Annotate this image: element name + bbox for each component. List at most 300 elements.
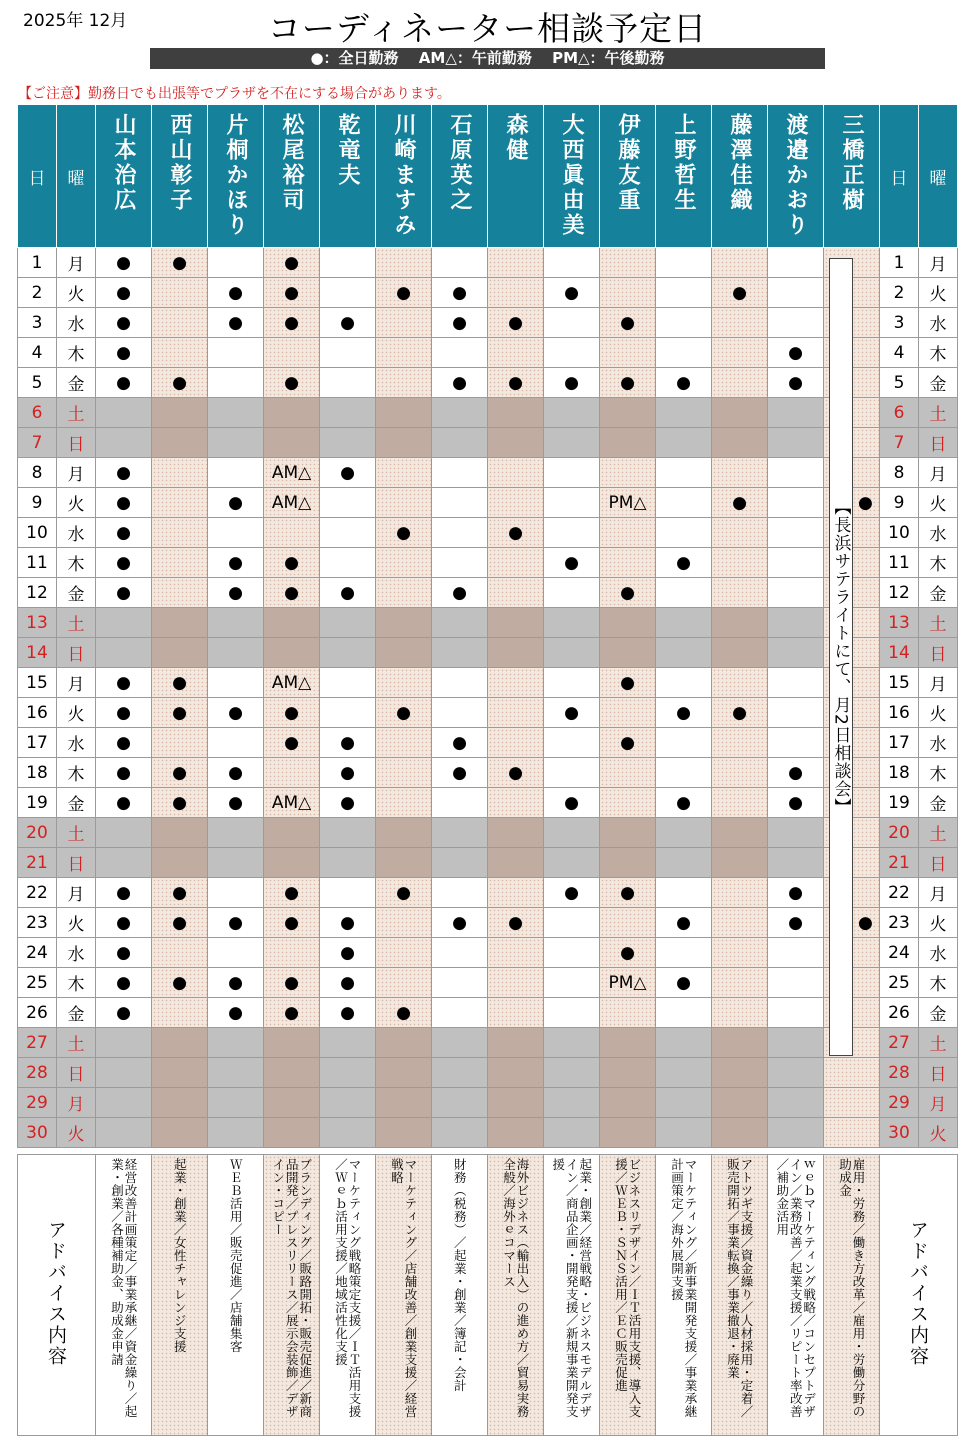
- schedule-cell: [544, 488, 600, 518]
- advice-text: 経営改善計画策定／事業承継／資金繰り／起業・創業／各種補助金、助成金申請: [109, 1158, 138, 1418]
- schedule-cell: [712, 758, 768, 788]
- schedule-cell: [768, 458, 824, 488]
- day-of-week: 月: [57, 248, 96, 278]
- schedule-cell: [768, 668, 824, 698]
- day-of-week-right: 金: [919, 998, 958, 1028]
- day-of-week-right: 日: [919, 428, 958, 458]
- schedule-cell: [712, 338, 768, 368]
- schedule-cell: [544, 758, 600, 788]
- schedule-cell: [544, 248, 600, 278]
- day-of-week: 木: [57, 548, 96, 578]
- day-of-week-right: 火: [919, 488, 958, 518]
- schedule-cell: [600, 248, 656, 278]
- day-number-right: 15: [880, 668, 919, 698]
- advice-text: 雇用・労務／働き方改革／雇用・労働分野の助成金: [837, 1158, 866, 1418]
- day-number: 23: [18, 908, 57, 938]
- schedule-cell: ●: [376, 698, 432, 728]
- table-row: [18, 1088, 958, 1118]
- schedule-cell: [432, 488, 488, 518]
- day-of-week: 月: [57, 668, 96, 698]
- schedule-cell: ●: [96, 668, 152, 698]
- schedule-cell: [208, 728, 264, 758]
- schedule-cell: [656, 518, 712, 548]
- schedule-cell: [432, 548, 488, 578]
- day-of-week: 木: [57, 758, 96, 788]
- day-number-right: 5: [880, 368, 919, 398]
- schedule-cell: ●: [768, 878, 824, 908]
- schedule-cell: [544, 728, 600, 758]
- schedule-cell: [432, 428, 488, 458]
- schedule-cell: [320, 818, 376, 848]
- day-number-right: 20: [880, 818, 919, 848]
- schedule-cell: [152, 848, 208, 878]
- schedule-cell: ●: [600, 728, 656, 758]
- schedule-cell: [432, 518, 488, 548]
- schedule-cell: ●: [152, 968, 208, 998]
- schedule-cell: ●: [544, 878, 600, 908]
- schedule-cell: [768, 1028, 824, 1058]
- schedule-cell: [432, 248, 488, 278]
- schedule-cell: [544, 668, 600, 698]
- schedule-cell: ●: [432, 368, 488, 398]
- schedule-cell: [768, 1088, 824, 1118]
- schedule-cell: [544, 398, 600, 428]
- schedule-cell: [152, 338, 208, 368]
- day-number-right: 9: [880, 488, 919, 518]
- schedule-cell: [712, 638, 768, 668]
- schedule-cell: ●: [96, 278, 152, 308]
- day-number: 27: [18, 1028, 57, 1058]
- schedule-cell: [768, 278, 824, 308]
- schedule-cell: ●: [600, 578, 656, 608]
- day-number: 7: [18, 428, 57, 458]
- schedule-cell: [488, 638, 544, 668]
- schedule-cell: [264, 428, 320, 458]
- schedule-cell: ●: [152, 788, 208, 818]
- day-of-week-right: 日: [919, 638, 958, 668]
- schedule-cell: [376, 668, 432, 698]
- day-number-right: 8: [880, 458, 919, 488]
- advice-cell: [376, 1155, 432, 1436]
- schedule-cell: [656, 248, 712, 278]
- schedule-cell: [712, 968, 768, 998]
- day-of-week-right: 土: [919, 608, 958, 638]
- col-header-coordinator: [600, 105, 656, 248]
- schedule-cell: [152, 1028, 208, 1058]
- schedule-cell: [768, 548, 824, 578]
- coordinator-name: 乾竜夫: [335, 113, 361, 188]
- advice-cell: [152, 1155, 208, 1436]
- table-row: [18, 698, 958, 728]
- schedule-cell: ●: [544, 278, 600, 308]
- table-row: [18, 308, 958, 338]
- day-number-right: 3: [880, 308, 919, 338]
- advice-label-right: アドバイス内容: [880, 1155, 958, 1436]
- coordinator-name: 森健: [503, 113, 529, 163]
- schedule-cell: ●: [264, 548, 320, 578]
- table-row: [18, 428, 958, 458]
- schedule-cell: [544, 1118, 600, 1148]
- schedule-cell: ●: [96, 728, 152, 758]
- day-of-week: 金: [57, 998, 96, 1028]
- schedule-cell: [376, 368, 432, 398]
- schedule-cell: [600, 788, 656, 818]
- coordinator-name: 石原英之: [447, 113, 473, 213]
- day-of-week-right: 土: [919, 818, 958, 848]
- schedule-cell: ●: [152, 668, 208, 698]
- schedule-cell: [320, 248, 376, 278]
- schedule-cell: ●: [264, 998, 320, 1028]
- schedule-cell: [712, 1088, 768, 1118]
- schedule-cell: [600, 998, 656, 1028]
- schedule-cell: [152, 818, 208, 848]
- day-number-right: 19: [880, 788, 919, 818]
- day-of-week: 水: [57, 728, 96, 758]
- schedule-cell: [768, 728, 824, 758]
- coordinator-name: 松尾裕司: [279, 113, 305, 213]
- schedule-cell: ●: [320, 968, 376, 998]
- schedule-cell: PM△: [600, 968, 656, 998]
- schedule-cell: [320, 698, 376, 728]
- schedule-cell: [208, 338, 264, 368]
- schedule-cell: [432, 848, 488, 878]
- day-number: 1: [18, 248, 57, 278]
- schedule-cell: [432, 998, 488, 1028]
- schedule-cell: [96, 1028, 152, 1058]
- schedule-cell: [152, 308, 208, 338]
- schedule-cell: ●: [264, 878, 320, 908]
- day-of-week: 月: [57, 878, 96, 908]
- schedule-cell: [432, 638, 488, 668]
- schedule-cell: [376, 458, 432, 488]
- schedule-cell: ●: [376, 278, 432, 308]
- legend-bar: ●：全日勤務 AM△：午前勤務 PM△：午後勤務: [150, 48, 825, 69]
- table-row: [18, 248, 958, 278]
- schedule-cell: [768, 848, 824, 878]
- satellite-note: 【長浜サテライトにて、月2日相談会】: [830, 498, 851, 816]
- schedule-cell: [432, 968, 488, 998]
- schedule-cell: [600, 1028, 656, 1058]
- schedule-cell: ●: [656, 368, 712, 398]
- schedule-cell: ●: [264, 728, 320, 758]
- schedule-cell: ●: [96, 698, 152, 728]
- schedule-cell: [824, 1118, 880, 1148]
- schedule-cell: [432, 1088, 488, 1118]
- table-row: [18, 758, 958, 788]
- table-row: [18, 938, 958, 968]
- schedule-cell: [152, 638, 208, 668]
- day-of-week: 土: [57, 1028, 96, 1058]
- schedule-cell: [376, 398, 432, 428]
- schedule-cell: [600, 548, 656, 578]
- table-row: [18, 518, 958, 548]
- schedule-cell: ●: [600, 938, 656, 968]
- schedule-cell: [544, 818, 600, 848]
- schedule-cell: [320, 638, 376, 668]
- schedule-cell: [600, 1118, 656, 1148]
- schedule-cell: [712, 998, 768, 1028]
- day-number-right: 18: [880, 758, 919, 788]
- schedule-cell: [600, 908, 656, 938]
- schedule-cell: [768, 818, 824, 848]
- schedule-cell: [152, 278, 208, 308]
- day-number-right: 11: [880, 548, 919, 578]
- schedule-cell: [432, 818, 488, 848]
- schedule-cell: [656, 578, 712, 608]
- day-of-week: 月: [57, 1088, 96, 1118]
- coordinator-name: 三橋正樹: [839, 113, 865, 213]
- day-of-week-right: 日: [919, 1058, 958, 1088]
- advice-cell: [768, 1155, 824, 1436]
- col-header-coordinator: [264, 105, 320, 248]
- schedule-cell: [488, 458, 544, 488]
- col-header-coordinator: [432, 105, 488, 248]
- schedule-cell: [600, 338, 656, 368]
- schedule-cell: [208, 878, 264, 908]
- schedule-cell: ●: [712, 488, 768, 518]
- advice-cell: [488, 1155, 544, 1436]
- day-number: 20: [18, 818, 57, 848]
- day-number-right: 29: [880, 1088, 919, 1118]
- schedule-cell: [320, 428, 376, 458]
- schedule-cell: [656, 758, 712, 788]
- schedule-cell: [96, 1088, 152, 1118]
- schedule-cell: [376, 1118, 432, 1148]
- schedule-cell: ●: [432, 578, 488, 608]
- schedule-cell: [96, 1058, 152, 1088]
- day-number-right: 2: [880, 278, 919, 308]
- satellite-mark: ●: [858, 913, 873, 933]
- day-number-right: 30: [880, 1118, 919, 1148]
- schedule-cell: [656, 608, 712, 638]
- header-row: [18, 105, 958, 248]
- schedule-cell: ●: [96, 548, 152, 578]
- day-number: 6: [18, 398, 57, 428]
- col-header-coordinator: [768, 105, 824, 248]
- coordinator-name: 伊藤友重: [615, 113, 641, 213]
- schedule-cell: [376, 728, 432, 758]
- schedule-cell: [768, 698, 824, 728]
- schedule-cell: [824, 1088, 880, 1118]
- table-row: [18, 818, 958, 848]
- schedule-cell: [488, 668, 544, 698]
- schedule-cell: [320, 338, 376, 368]
- schedule-cell: [376, 248, 432, 278]
- schedule-cell: [208, 1118, 264, 1148]
- page-title: コーディネーター相談予定日: [267, 9, 708, 48]
- day-of-week-right: 月: [919, 878, 958, 908]
- schedule-cell: [656, 848, 712, 878]
- schedule-cell: [432, 338, 488, 368]
- day-number: 3: [18, 308, 57, 338]
- advice-text: ブランディング／販路開拓・販売促進／新商品開発／プレスリリース／展示会装飾／デザイン・コピー: [270, 1158, 313, 1418]
- schedule-cell: [376, 848, 432, 878]
- day-of-week-right: 木: [919, 758, 958, 788]
- schedule-cell: [208, 248, 264, 278]
- schedule-cell: ●: [152, 368, 208, 398]
- schedule-cell: ●: [96, 998, 152, 1028]
- table-row: [18, 788, 958, 818]
- schedule-cell: ●: [432, 908, 488, 938]
- day-of-week-right: 金: [919, 578, 958, 608]
- schedule-cell: [712, 428, 768, 458]
- schedule-cell: ●: [488, 758, 544, 788]
- schedule-cell: [432, 1118, 488, 1148]
- table-row: [18, 668, 958, 698]
- schedule-cell: [488, 1028, 544, 1058]
- schedule-cell: ●: [264, 308, 320, 338]
- schedule-cell: ●: [656, 968, 712, 998]
- schedule-cell: ●: [320, 308, 376, 338]
- schedule-cell: [208, 518, 264, 548]
- day-of-week-right: 月: [919, 248, 958, 278]
- schedule-cell: [768, 398, 824, 428]
- schedule-cell: [264, 758, 320, 788]
- day-number-right: 1: [880, 248, 919, 278]
- schedule-cell: [488, 818, 544, 848]
- schedule-cell: [544, 998, 600, 1028]
- day-of-week-right: 木: [919, 548, 958, 578]
- advice-text: アトツギ支援／資金繰り／人材採用・定着／販売開拓／事業転換／事業撤退・廃業: [725, 1158, 754, 1418]
- day-number: 12: [18, 578, 57, 608]
- schedule-cell: [264, 1088, 320, 1118]
- schedule-cell: ●: [152, 698, 208, 728]
- schedule-cell: [96, 1118, 152, 1148]
- schedule-cell: [656, 458, 712, 488]
- schedule-cell: ●: [320, 998, 376, 1028]
- day-of-week: 土: [57, 608, 96, 638]
- day-of-week-right: 金: [919, 368, 958, 398]
- schedule-cell: [208, 1088, 264, 1118]
- schedule-cell: [768, 308, 824, 338]
- schedule-cell: [488, 338, 544, 368]
- schedule-cell: [152, 578, 208, 608]
- table-row: [18, 1058, 958, 1088]
- schedule-cell: [712, 878, 768, 908]
- schedule-cell: [320, 878, 376, 908]
- schedule-cell: ●: [264, 698, 320, 728]
- schedule-cell: [152, 938, 208, 968]
- schedule-cell: [656, 668, 712, 698]
- schedule-cell: ●: [96, 308, 152, 338]
- day-of-week-right: 水: [919, 518, 958, 548]
- schedule-cell: [600, 608, 656, 638]
- advice-cell: [824, 1155, 880, 1436]
- schedule-cell: [656, 1088, 712, 1118]
- schedule-cell: [656, 1028, 712, 1058]
- schedule-cell: [488, 998, 544, 1028]
- schedule-cell: ●: [208, 788, 264, 818]
- coordinator-name: 川崎ますみ: [391, 113, 417, 238]
- schedule-cell: [544, 308, 600, 338]
- day-of-week: 金: [57, 788, 96, 818]
- advice-text: マーケティング／新事業開発支援／事業承継計画策定／海外展開支援: [669, 1158, 698, 1418]
- schedule-cell: ●: [768, 758, 824, 788]
- schedule-cell: [600, 638, 656, 668]
- schedule-cell: [656, 488, 712, 518]
- advice-row: [18, 1155, 958, 1436]
- schedule-cell: ●: [488, 908, 544, 938]
- day-number: 18: [18, 758, 57, 788]
- day-of-week-right: 水: [919, 728, 958, 758]
- schedule-cell: [432, 1028, 488, 1058]
- day-number: 9: [18, 488, 57, 518]
- notice-text: 【ご注意】勤務日でも出張等でプラザを不在にする場合があります。: [18, 86, 451, 102]
- day-of-week-right: 火: [919, 908, 958, 938]
- day-number: 8: [18, 458, 57, 488]
- schedule-cell: [544, 908, 600, 938]
- day-number-right: 4: [880, 338, 919, 368]
- schedule-cell: [96, 428, 152, 458]
- schedule-cell: ●: [656, 548, 712, 578]
- advice-text: ｗｅｂマーケティング戦略／コンセプトデザイン／業務改善／起業支援／リピート率改善／補助金活用: [774, 1158, 817, 1418]
- schedule-cell: ●: [320, 938, 376, 968]
- schedule-cell: [152, 458, 208, 488]
- coordinator-name: 藤澤佳織: [727, 113, 753, 213]
- day-number: 2: [18, 278, 57, 308]
- satellite-note-box: [829, 258, 853, 1056]
- schedule-cell: [264, 938, 320, 968]
- schedule-cell: [320, 1028, 376, 1058]
- schedule-cell: ●: [320, 578, 376, 608]
- day-of-week: 日: [57, 428, 96, 458]
- advice-text: マーケティング戦略策定支援／ＩＴ活用支援／Ｗｅｂ活用支援／地域活性化支援: [333, 1158, 362, 1418]
- day-of-week-right: 木: [919, 968, 958, 998]
- schedule-cell: ●: [320, 908, 376, 938]
- coordinator-name: 西山彰子: [167, 113, 193, 213]
- day-number-right: 7: [880, 428, 919, 458]
- schedule-cell: [376, 428, 432, 458]
- schedule-cell: [320, 1118, 376, 1148]
- schedule-cell: [656, 338, 712, 368]
- schedule-cell: ●: [320, 788, 376, 818]
- schedule-cell: ●: [208, 698, 264, 728]
- table-row: [18, 578, 958, 608]
- schedule-cell: ●: [376, 998, 432, 1028]
- col-header-coordinator: [824, 105, 880, 248]
- schedule-cell: [600, 278, 656, 308]
- schedule-cell: [488, 1058, 544, 1088]
- schedule-cell: ●: [264, 968, 320, 998]
- schedule-body: [18, 248, 958, 1148]
- schedule-cell: [488, 398, 544, 428]
- schedule-cell: [488, 548, 544, 578]
- day-of-week: 水: [57, 308, 96, 338]
- day-number: 15: [18, 668, 57, 698]
- schedule-cell: [488, 428, 544, 458]
- schedule-cell: [488, 578, 544, 608]
- table-row: [18, 1118, 958, 1148]
- schedule-cell: [376, 788, 432, 818]
- schedule-cell: ●: [152, 878, 208, 908]
- advice-text: 海外ビジネス（輸出入）の進め方／貿易実務全般／海外ｅコマース: [501, 1158, 530, 1418]
- table-row: [18, 278, 958, 308]
- col-header-dow-right: 曜: [919, 105, 958, 248]
- schedule-cell: ●: [208, 488, 264, 518]
- schedule-cell: AM△: [264, 668, 320, 698]
- day-number: 17: [18, 728, 57, 758]
- schedule-cell: [376, 338, 432, 368]
- schedule-cell: ●: [96, 788, 152, 818]
- schedule-cell: [768, 608, 824, 638]
- schedule-cell: ●: [600, 368, 656, 398]
- advice-cell: [712, 1155, 768, 1436]
- schedule-cell: ●: [208, 578, 264, 608]
- day-of-week: 日: [57, 638, 96, 668]
- day-of-week-right: 月: [919, 1088, 958, 1118]
- schedule-cell: [600, 428, 656, 458]
- schedule-cell: [656, 308, 712, 338]
